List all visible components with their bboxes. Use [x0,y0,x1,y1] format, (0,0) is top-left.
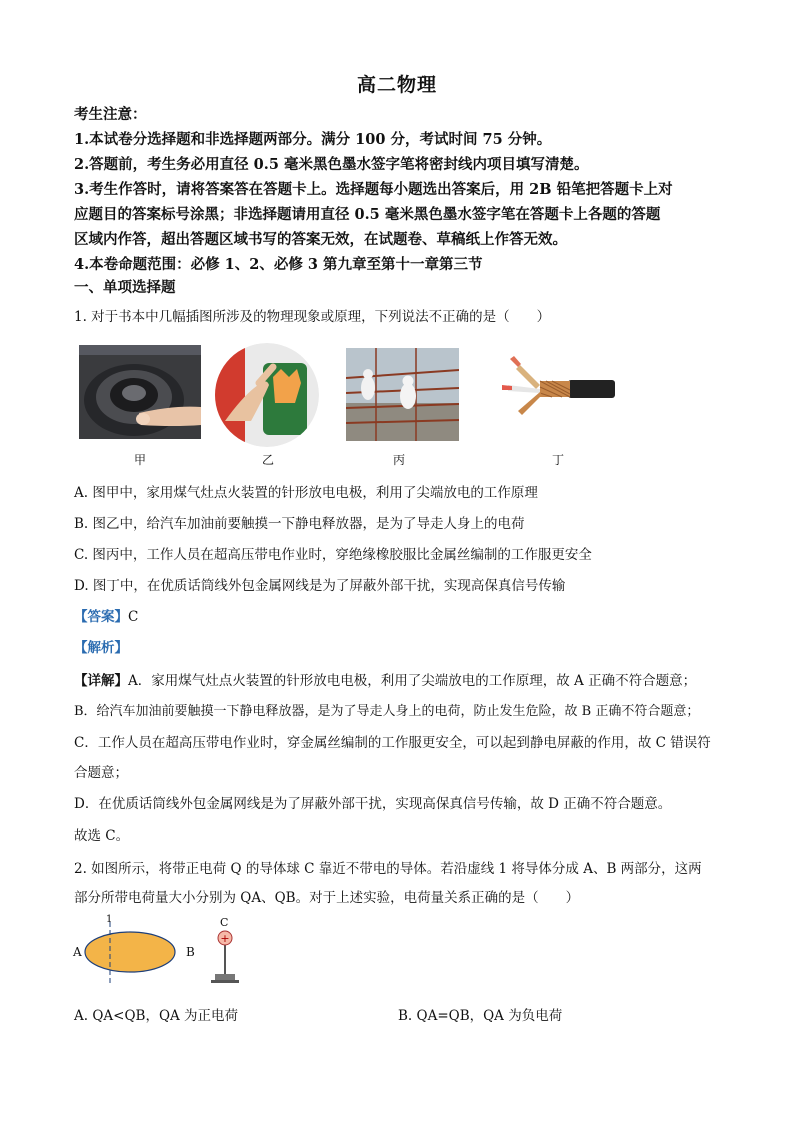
page-title: 高二物理 [356,74,437,96]
label-1: 1 [106,914,113,925]
notice-line-3c: 区域内作答，超出答题区域书写的答案无效，在试题卷、草稿纸上作答无效。 [74,231,567,248]
answer-label: 【答案】 [74,609,128,625]
q1-detail-3a: C．工作人员在超高压带电作业时，穿金属丝编制的工作服更安全，可以起到静电屏蔽的作用，故 C 错误符 [74,735,711,751]
detail-1-text: A．家用煤气灶点火装置的针形放电电极，利用了尖端放电的工作原理，故 A 正确不符合题意； [128,673,697,689]
caption-bing: 丙 [393,453,406,467]
q1-answer [74,606,734,628]
q1-detail-4: D．在优质话筒线外包金属网线是为了屏蔽外部干扰，实现高保真信号传输，故 D 正确不符合题意。 [74,796,672,812]
q1-option-d: D. 图丁中，在优质话筒线外包金属网线是为了屏蔽外部干扰，实现高保真信号传输 [74,578,566,594]
q1-option-c: C. 图丙中，工作人员在超高压带电作业时，穿绝缘橡胶服比金属丝编制的工作服更安全 [74,547,592,563]
figure-jia [79,345,201,439]
q2-stem-2: 部分所带电荷量大小分别为 QA、QB。对于上述实验，电荷量关系正确的是（ ） [74,890,580,906]
conductor-diagram [70,914,250,990]
q1-stem: 1. 对于书本中几幅插图所涉及的物理现象或原理，下列说法不正确的是（ ） [74,309,551,325]
q2-option-a: A. QA<QB，QA 为正电荷 [74,1008,239,1024]
notice-line-3a: 3.考生作答时，请将答案答在答题卡上。选择题每小题选出答案后，用 2B 铅笔把答题卡上对 [74,181,673,198]
gas-stove-image [79,345,201,439]
q1-detail-1 [74,670,754,692]
plus-sign: + [220,932,230,945]
q2-option-b: B. QA=QB，QA 为负电荷 [398,1008,563,1024]
label-c: C [220,916,229,929]
q1-option-a: A. 图甲中，家用煤气灶点火装置的针形放电电极，利用了尖端放电的工作原理 [74,485,538,501]
notice-line-1: 1.本试卷分选择题和非选择题两部分。满分 100 分，考试时间 75 分钟。 [74,131,552,148]
section-heading: 一、单项选择题 [74,279,176,296]
q1-analysis-label [74,637,734,659]
shielded-cable-image [500,345,615,433]
notice-line-3b: 应题目的答案标号涂黑；非选择题请用直径 0.5 毫米黑色墨水签字笔在答题卡上各题的答题 [74,206,661,223]
q2-figure [70,914,250,990]
static-discharger-image [215,343,319,447]
figure-bing [346,348,459,441]
q1-detail-3b: 合题意； [74,765,128,781]
notice-line-4: 4.本卷命题范围：必修 1、2、必修 3 第九章至第十一章第三节 [74,256,483,273]
analysis-label: 【解析】 [74,640,128,656]
detail-label: 【详解】 [74,673,128,689]
q1-option-b: B. 图乙中，给汽车加油前要触摸一下静电释放器，是为了导走人身上的电荷 [74,516,525,532]
answer-value: C [128,609,139,625]
q1-conclusion: 故选 C。 [74,828,130,844]
label-a: A [73,945,82,959]
figure-yi [215,343,319,447]
high-voltage-work-image [346,348,459,441]
notice-heading: 考生注意： [74,106,147,123]
caption-jia: 甲 [134,453,147,467]
q2-stem-1: 2. 如图所示，将带正电荷 Q 的导体球 C 靠近不带电的导体。若沿虚线 1 将导体分成 A、B 两部分，这两 [74,861,702,877]
caption-ding: 丁 [552,453,565,467]
q1-detail-2: B．给汽车加油前要触摸一下静电释放器，是为了导走人身上的电荷，防止发生危险，故 B 正确不符合题意； [74,704,700,719]
notice-line-2: 2.答题前，考生务必用直径 0.5 毫米黑色墨水签字笔将密封线内项目填写清楚。 [74,156,589,173]
figure-ding [500,345,615,433]
caption-yi: 乙 [262,453,275,467]
label-b: B [186,945,195,959]
